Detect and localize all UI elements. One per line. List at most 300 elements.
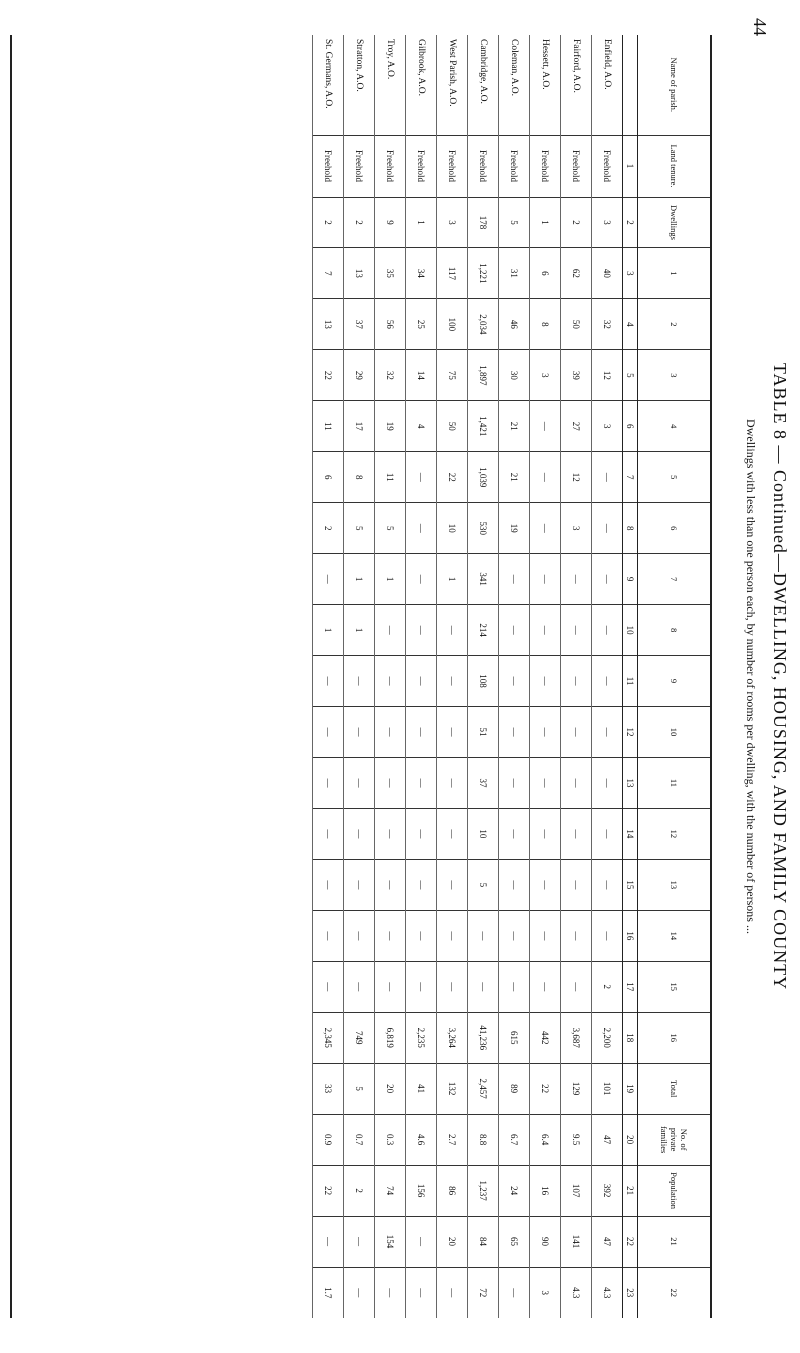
table-cell: 29 [344,350,375,401]
table-cell: — [530,452,561,503]
table-cell: 90 [530,1216,561,1267]
table-cell: 31 [499,248,530,299]
table-cell: 33 [313,1063,344,1114]
table-cell: — [530,757,561,808]
table-cell: 4.3 [592,1267,623,1318]
table-cell: 1,221 [468,248,499,299]
column-number-cell: 13 [623,757,638,808]
table-cell: 41,236 [468,1012,499,1063]
table-cell: 22 [313,350,344,401]
table-cell: — [344,910,375,961]
table-cell: — [344,859,375,910]
table-row [344,35,375,1318]
table-cell: 8 [530,299,561,350]
table-cell: — [530,910,561,961]
table-cell: 5 [344,1063,375,1114]
table-cell: — [592,910,623,961]
table-cell: — [437,757,468,808]
table-cell: — [530,503,561,554]
table-cell: 1 [406,197,437,248]
column-number-cell: 8 [623,503,638,554]
parish-name-cell: Troy, A.O. [375,35,406,135]
table-cell: — [437,707,468,758]
column-header: 9 [638,656,711,707]
table-cell: 214 [468,605,499,656]
table-cell: 156 [406,1165,437,1216]
table-cell: 100 [437,299,468,350]
table-cell: 89 [499,1063,530,1114]
table-cell: 24 [499,1165,530,1216]
table-cell: 10 [437,503,468,554]
table-cell: 101 [592,1063,623,1114]
table-cell: 2,034 [468,299,499,350]
table-cell: 37 [344,299,375,350]
column-header: 6 [638,503,711,554]
table-cell: — [499,605,530,656]
table-cell: 27 [561,401,592,452]
table-cell: 3 [530,350,561,401]
table-cell: 35 [375,248,406,299]
table-cell: — [561,808,592,859]
table-cell: — [344,1267,375,1318]
table-cell: — [375,961,406,1012]
table-cell: Freehold [375,135,406,197]
table-cell: 9.5 [561,1114,592,1165]
table-cell: Freehold [592,135,623,197]
table-cell: 50 [561,299,592,350]
table-cell: 21 [499,401,530,452]
table-cell: — [499,554,530,605]
column-number-cell: 11 [623,656,638,707]
table-cell: 8.8 [468,1114,499,1165]
column-header: 21 [638,1216,711,1267]
table-row [437,35,468,1318]
table-cell: — [344,961,375,1012]
table-cell: 5 [499,197,530,248]
table-row [406,35,437,1318]
table-cell: 108 [468,656,499,707]
table-cell: — [344,707,375,758]
table-cell: — [375,859,406,910]
table-cell: — [406,554,437,605]
column-header: 8 [638,605,711,656]
column-number-cell: 12 [623,707,638,758]
table-cell: — [313,757,344,808]
column-header: 15 [638,961,711,1012]
table-cell: — [406,859,437,910]
table-cell: — [499,1267,530,1318]
parish-name-cell: Gilbrook, A.O. [406,35,437,135]
column-number-cell: 15 [623,859,638,910]
column-number-cell: 10 [623,605,638,656]
column-number-cell: 7 [623,452,638,503]
parish-name-cell: Cambridge, A.O. [468,35,499,135]
table-cell: — [313,707,344,758]
column-number-cell: 3 [623,248,638,299]
table-cell: — [437,656,468,707]
table-cell: 3 [530,1267,561,1318]
table-cell: Freehold [468,135,499,197]
table-cell: 1 [437,554,468,605]
table-cell: 37 [468,757,499,808]
table-cell: 22 [313,1165,344,1216]
table-cell: — [406,757,437,808]
table-cell: 62 [561,248,592,299]
table-cell: 5 [468,859,499,910]
table-cell: 8 [344,452,375,503]
table-cell: — [406,452,437,503]
table-cell: 392 [592,1165,623,1216]
column-number-cell: 18 [623,1012,638,1063]
column-number-cell: 14 [623,808,638,859]
table-cell: 51 [468,707,499,758]
column-header: 22 [638,1267,711,1318]
table-cell: 22 [530,1063,561,1114]
column-header: 1 [638,248,711,299]
table-cell: 442 [530,1012,561,1063]
table-cell: 1 [530,197,561,248]
table-cell: — [406,503,437,554]
table-cell: — [375,605,406,656]
table-cell: 30 [499,350,530,401]
column-header: Land tenure. [638,135,711,197]
column-number-row [623,35,638,1318]
table-cell: — [437,910,468,961]
table-cell: 1 [344,554,375,605]
column-header: 5 [638,452,711,503]
table-cell: — [561,859,592,910]
table-cell: 46 [499,299,530,350]
column-header: Dwellings [638,197,711,248]
table-cell: 9 [375,197,406,248]
table-cell: — [406,1216,437,1267]
table-row [530,35,561,1318]
table-cell: 4 [406,401,437,452]
table-cell: Freehold [313,135,344,197]
table-cell: — [437,1267,468,1318]
table-row [592,35,623,1318]
table-cell: — [592,656,623,707]
table-cell: — [468,961,499,1012]
table-cell: 3 [437,197,468,248]
table-cell: 6,819 [375,1012,406,1063]
table-cell: 2,345 [313,1012,344,1063]
table-cell: — [375,656,406,707]
table-header [638,35,711,1318]
column-header: 11 [638,757,711,808]
column-header: Name of parish. [638,35,711,135]
table-cell: — [313,1216,344,1267]
table-cell: 6 [530,248,561,299]
table-cell: 39 [561,350,592,401]
table-cell: — [499,757,530,808]
column-header: 12 [638,808,711,859]
table-cell: 2,200 [592,1012,623,1063]
parish-name-cell: St. Germans, A.O. [313,35,344,135]
table-cell: — [561,910,592,961]
table-cell: 341 [468,554,499,605]
table-cell: 1 [375,554,406,605]
table-cell: Freehold [561,135,592,197]
table-cell: 86 [437,1165,468,1216]
table-cell: — [406,910,437,961]
table-cell: 1,039 [468,452,499,503]
table-cell: 7 [313,248,344,299]
table-cell: 2,457 [468,1063,499,1114]
table-cell: 5 [375,503,406,554]
table-frame [10,35,712,1318]
table-cell: 20 [375,1063,406,1114]
table-cell: 13 [313,299,344,350]
table-cell: — [437,961,468,1012]
table-cell: 2 [561,197,592,248]
table-cell: — [344,656,375,707]
column-number-cell: 9 [623,554,638,605]
table-cell: — [375,757,406,808]
table-cell: — [313,554,344,605]
table-cell: 47 [592,1216,623,1267]
table-cell: — [530,707,561,758]
table-cell: — [499,961,530,1012]
table-cell: — [313,961,344,1012]
column-number-cell [623,35,638,135]
table-cell: — [344,757,375,808]
table-cell: 129 [561,1063,592,1114]
table-cell: — [499,910,530,961]
table-cell: 2 [344,1165,375,1216]
table-cell: 6 [313,452,344,503]
table-cell: 2 [313,197,344,248]
table-cell: 107 [561,1165,592,1216]
table-cell: 14 [406,350,437,401]
table-cell: 11 [313,401,344,452]
table-cell: 1,897 [468,350,499,401]
table-cell: 21 [499,452,530,503]
table-cell: — [592,605,623,656]
table-cell: — [344,1216,375,1267]
column-number-cell: 2 [623,197,638,248]
table-cell: — [344,808,375,859]
table-cell: 2 [344,197,375,248]
table-cell: — [530,401,561,452]
table-cell: 25 [406,299,437,350]
column-header: Population [638,1165,711,1216]
table-cell: — [530,605,561,656]
table-cell: 4.3 [561,1267,592,1318]
table-cell: 56 [375,299,406,350]
parish-name-cell: Hessett, A.O. [530,35,561,135]
column-header: 14 [638,910,711,961]
parish-name-cell: Stratton, A.O. [344,35,375,135]
table-cell: — [561,656,592,707]
table-cell: 13 [344,248,375,299]
table-cell: 22 [437,452,468,503]
table-cell: — [499,808,530,859]
table-cell: — [313,859,344,910]
parish-name-cell: Coleman, A.O. [499,35,530,135]
table-cell: — [592,808,623,859]
table-cell: — [375,910,406,961]
table-cell: 34 [406,248,437,299]
table-cell: — [437,808,468,859]
column-number-cell: 23 [623,1267,638,1318]
table-cell: — [437,859,468,910]
table-cell: — [406,808,437,859]
column-header: Total [638,1063,711,1114]
column-number-cell: 16 [623,910,638,961]
table-cell: — [499,656,530,707]
table-cell: 178 [468,197,499,248]
table-cell: 1,421 [468,401,499,452]
table-cell: 12 [561,452,592,503]
table-cell: 141 [561,1216,592,1267]
table-cell: 2.7 [437,1114,468,1165]
table-cell: — [406,656,437,707]
table-cell: — [592,452,623,503]
parish-name-cell: Fairford, A.O. [561,35,592,135]
table-cell: 10 [468,808,499,859]
table-cell: 3 [592,401,623,452]
table-cell: 19 [499,503,530,554]
column-number-cell: 20 [623,1114,638,1165]
table-cell: — [530,808,561,859]
table-cell: 47 [592,1114,623,1165]
table-cell: — [561,554,592,605]
table-cell: 72 [468,1267,499,1318]
table-row [313,35,344,1318]
table-cell: 65 [499,1216,530,1267]
column-header: 16 [638,1012,711,1063]
table-cell: 0.9 [313,1114,344,1165]
table-cell: — [561,961,592,1012]
table-cell: — [592,707,623,758]
table-cell: — [499,707,530,758]
table-cell: — [592,859,623,910]
table-cell: — [592,503,623,554]
column-header: 3 [638,350,711,401]
table-cell: — [313,808,344,859]
table-cell: 3,264 [437,1012,468,1063]
table-cell: — [406,707,437,758]
table-cell: 2,235 [406,1012,437,1063]
page-number: 44 [750,18,770,36]
table-cell: — [530,961,561,1012]
table-cell: 530 [468,503,499,554]
table-row [499,35,530,1318]
table-cell: Freehold [406,135,437,197]
table-cell: 132 [437,1063,468,1114]
table-cell: — [406,1267,437,1318]
table-cell: — [468,910,499,961]
table-cell: — [375,808,406,859]
table-cell: 1 [313,605,344,656]
page-title: TABLE 8 — Continued—DWELLING, HOUSING, AND FAMILY COUNTY [770,362,790,991]
table-cell: 20 [437,1216,468,1267]
table-cell: — [530,554,561,605]
column-header: 2 [638,299,711,350]
table-cell: 12 [592,350,623,401]
table-cell: 32 [592,299,623,350]
column-header: 4 [638,401,711,452]
page-subtitle: Dwellings with less than one person each, by number of rooms per dwelling, with the number of persons ... [744,419,758,934]
table-row [375,35,406,1318]
column-number-cell: 6 [623,401,638,452]
table-cell: 19 [375,401,406,452]
column-number-cell: 1 [623,135,638,197]
column-header: No. of private families [638,1114,711,1165]
table-cell: — [406,961,437,1012]
column-header: 7 [638,554,711,605]
table-cell: Freehold [499,135,530,197]
table-cell: 3 [561,503,592,554]
column-number-cell: 21 [623,1165,638,1216]
column-header: 13 [638,859,711,910]
table-cell: Freehold [344,135,375,197]
table-cell: 1.7 [313,1267,344,1318]
table-cell: 11 [375,452,406,503]
table-cell: 1 [344,605,375,656]
table-cell: — [313,656,344,707]
table-cell: — [313,910,344,961]
column-number-cell: 22 [623,1216,638,1267]
parish-name-cell: West Parish, A.O. [437,35,468,135]
table-cell: 50 [437,401,468,452]
table-cell: Freehold [437,135,468,197]
table-cell: 615 [499,1012,530,1063]
table-cell: 16 [530,1165,561,1216]
column-number-cell: 5 [623,350,638,401]
table-cell: 84 [468,1216,499,1267]
table-cell: 154 [375,1216,406,1267]
parish-name-cell: Enfield, A.O. [592,35,623,135]
table-cell: 0.7 [344,1114,375,1165]
table-cell: Freehold [530,135,561,197]
table-body [313,35,638,1318]
table-cell: — [499,859,530,910]
table-cell: 74 [375,1165,406,1216]
data-table [312,35,710,1318]
column-number-cell: 4 [623,299,638,350]
header-row [638,35,711,1318]
table-cell: — [592,554,623,605]
table-cell: 41 [406,1063,437,1114]
table-cell: — [406,605,437,656]
table-cell: 17 [344,401,375,452]
table-cell: — [437,605,468,656]
column-header: 10 [638,707,711,758]
table-cell: — [530,859,561,910]
table-cell: 117 [437,248,468,299]
table-cell: 6.7 [499,1114,530,1165]
table-cell: — [530,656,561,707]
column-number-cell: 19 [623,1063,638,1114]
table-row [468,35,499,1318]
table-cell: 749 [344,1012,375,1063]
table-cell: — [375,707,406,758]
table-cell: 4.6 [406,1114,437,1165]
table-cell: 6.4 [530,1114,561,1165]
table-cell: — [592,757,623,808]
table-cell: — [561,605,592,656]
table-cell: 5 [344,503,375,554]
table-cell: 0.3 [375,1114,406,1165]
table-cell: — [561,707,592,758]
table-cell: — [375,1267,406,1318]
table-cell: 75 [437,350,468,401]
table-cell: 3 [592,197,623,248]
table-cell: — [561,757,592,808]
table-row [561,35,592,1318]
